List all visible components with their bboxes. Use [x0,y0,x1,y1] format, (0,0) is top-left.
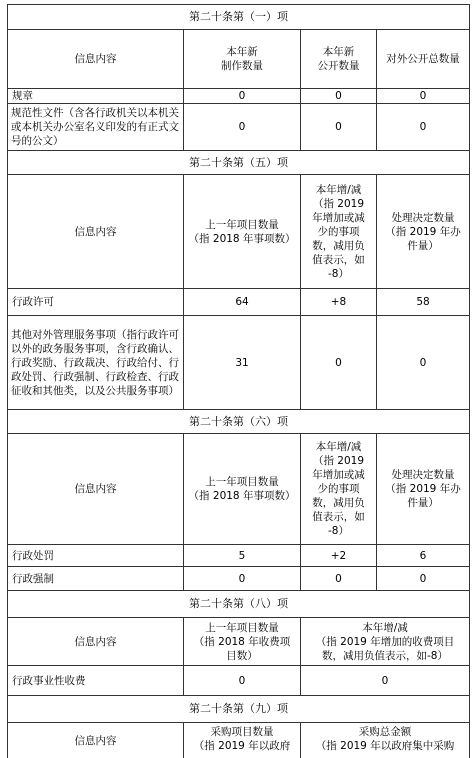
header-prev-year-count: 上一年项目数量 （指 2018 年事项数） [184,434,301,545]
header-new-public-count: 本年新 公开数量 [301,30,377,89]
row-value: 0 [301,316,377,410]
section-title: 第二十条第（九）项 [8,696,469,723]
row-label: 行政强制 [8,567,184,591]
row-value: 0 [377,316,469,410]
row-label: 规范性文件（含各行政机关以本机关或本机关办公室名义印发的有正式文号的公文） [8,104,184,151]
header-prev-year-count: 上一年项目数量 （指 2018 年事项数） [184,175,301,289]
disclosure-table [7,4,470,758]
row-value: 64 [184,289,301,316]
section-title: 第二十条第（五）项 [8,151,469,175]
section-title: 第二十条第（八）项 [8,591,469,618]
row-value: 0 [377,89,469,104]
row-value: 6 [377,545,469,567]
header-new-made-count: 本年新 制作数量 [184,30,301,89]
row-value: +2 [301,545,377,567]
row-value: 31 [184,316,301,410]
row-label: 行政处罚 [8,545,184,567]
row-label: 其他对外管理服务事项（指行政许可以外的政务服务事项，含行政确认、行政奖励、行政裁决、行政给付、行政处罚、行政强制、行政检查、行政征收和其他类，以及公共服务事项） [8,316,184,410]
header-year-change: 本年增/减 （指 2019 年增加或减 少的事项 数，减用负 值表示，如 -8） [301,434,377,545]
header-info-content: 信息内容 [8,434,184,545]
row-value: 0 [184,104,301,151]
header-year-change: 本年增/减 （指 2019 年增加或减 少的事项 数，减用负 值表示，如 -8） [301,175,377,289]
row-value: 0 [377,567,469,591]
header-purchase-count: 采购项目数量 （指 2019 年以政府 [184,723,301,758]
row-value: 0 [184,666,301,696]
header-purchase-amount: 采购总金额 （指 2019 年以政府集中采购 [315,726,455,752]
row-value: 0 [301,666,469,696]
header-total-public-count: 对外公开总数量 [377,30,469,89]
section-title: 第二十条第（六）项 [8,410,469,434]
row-label: 规章 [8,89,184,104]
row-value: +8 [301,289,377,316]
row-value: 0 [184,567,301,591]
row-value: 0 [184,89,301,104]
header-fee-change: 本年增/减 （指 2019 年增加的收费项目 数，减用负值表示，如-8） [301,618,469,666]
row-label: 行政许可 [8,289,184,316]
row-value: 5 [184,545,301,567]
header-prev-year-fee-count: 上一年项目数量 （指 2018 年收费项 目数） [184,618,301,666]
header-info-content: 信息内容 [8,723,184,758]
row-value: 0 [301,89,377,104]
row-value: 0 [301,104,377,151]
row-label: 行政事业性收费 [8,666,184,696]
row-value: 0 [301,567,377,591]
header-decision-count: 处理决定数量 （指 2019 年办 件量） [377,434,469,545]
header-decision-count: 处理决定数量 （指 2019 年办 件量） [377,175,469,289]
section-title: 第二十条第（一）项 [8,5,469,30]
header-info-content: 信息内容 [8,618,184,666]
header-info-content: 信息内容 [8,175,184,289]
row-value: 58 [377,289,469,316]
header-info-content: 信息内容 [8,30,184,89]
row-value: 0 [377,104,469,151]
